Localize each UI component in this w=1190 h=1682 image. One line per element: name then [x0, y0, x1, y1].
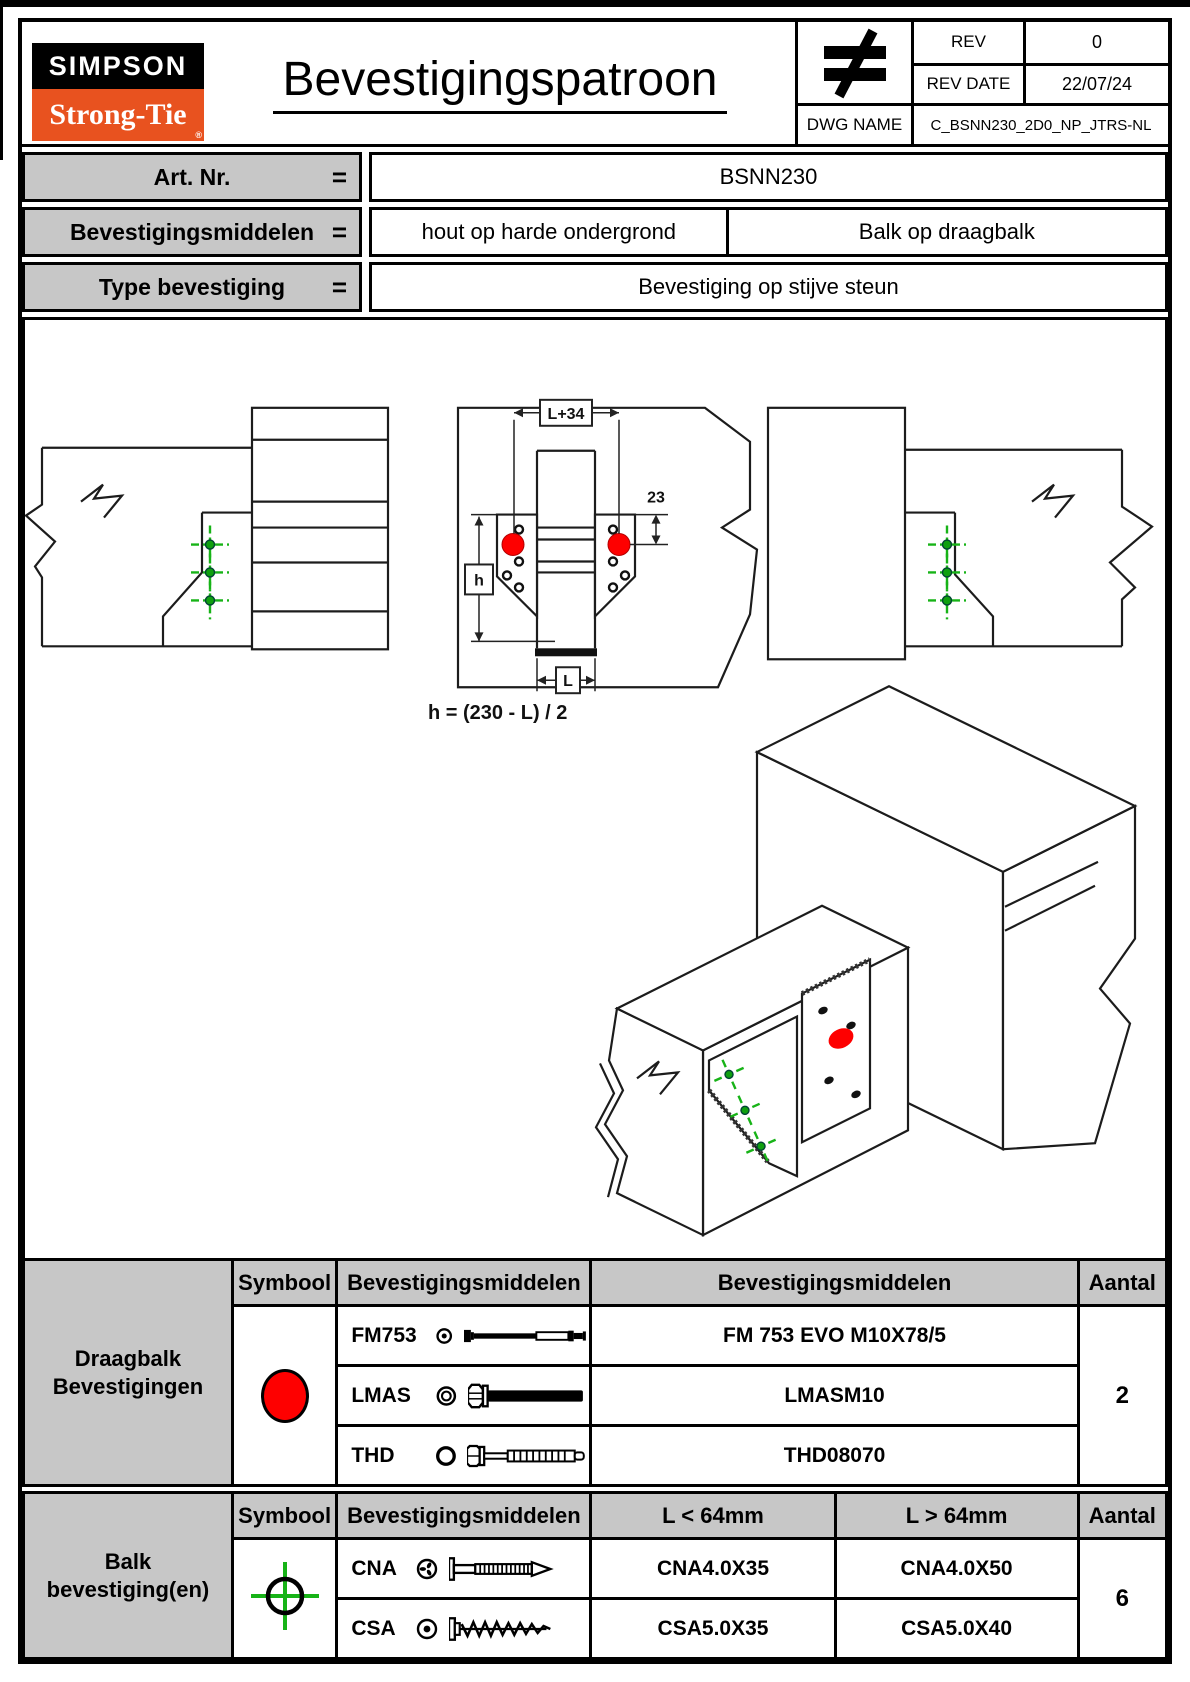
rev-date-value: 22/07/24: [1023, 63, 1168, 104]
svg-text:h: h: [474, 572, 484, 590]
col-symbool: Symbool: [232, 1260, 336, 1306]
fastener-name: LMASM10: [591, 1366, 1078, 1426]
symbool-cell-draagbalk: [232, 1306, 336, 1486]
col-aantal: Aantal: [1078, 1493, 1166, 1539]
lmas-anchor-icon: [468, 1381, 589, 1411]
fastener-name: THD08070: [591, 1426, 1078, 1486]
rev-date-label: REV DATE: [911, 63, 1023, 104]
fm753-head-icon: [434, 1323, 454, 1349]
middelen-value-1: hout op harde ondergrond: [421, 219, 677, 244]
fastener-size-lt: CNA4.0X35: [591, 1539, 835, 1599]
rev-label: REV: [911, 22, 1023, 63]
anchor-dot-red: [502, 534, 524, 556]
equals-sign: =: [331, 161, 347, 192]
fastener-row: [337, 1306, 591, 1366]
drawing-panel: [22, 317, 1168, 1258]
col-symbool: Symbool: [232, 1493, 336, 1539]
info-row-type: [22, 262, 1168, 312]
fastener-size-gt: CNA4.0X50: [835, 1539, 1078, 1599]
type-value: Bevestiging op stijve steun: [638, 274, 899, 299]
equals-sign: =: [331, 271, 347, 302]
type-label: Type bevestiging =: [22, 262, 362, 312]
screen-left-edge: [0, 0, 3, 160]
thd-head-icon: [434, 1443, 458, 1469]
artnr-label: Art. Nr. =: [22, 152, 362, 202]
svg-text:23: 23: [647, 489, 665, 507]
height-formula: h = (230 - L) / 2: [428, 702, 568, 725]
fastener-row: [337, 1366, 591, 1426]
group-label-balk: Balk bevestiging(en): [24, 1493, 233, 1659]
aantal-balk: 6: [1078, 1539, 1166, 1659]
svg-text:L+34: L+34: [547, 405, 585, 423]
artnr-value: BSNN230: [719, 164, 818, 189]
fastener-name: FM 753 EVO M10X78/5: [591, 1306, 1078, 1366]
thd-screwbolt-icon: [467, 1441, 589, 1471]
registered-mark: ®: [195, 130, 202, 140]
rev-value: 0: [1023, 22, 1168, 63]
fastener-row: [337, 1599, 591, 1659]
symbool-cell-balk: [232, 1539, 336, 1659]
fastener-code: LMAS: [351, 1383, 411, 1407]
aantal-draagbalk: 2: [1078, 1306, 1166, 1486]
col-middelen-icons: Bevestigingsmiddelen: [337, 1260, 591, 1306]
not-equal-projection-icon: [798, 22, 911, 103]
fastener-code: FM753: [351, 1323, 417, 1347]
fastener-code: CNA: [351, 1556, 397, 1580]
draagbalk-fasteners-table: [22, 1258, 1168, 1487]
front-view: [428, 400, 757, 724]
fastener-size-lt: CSA5.0X35: [591, 1599, 835, 1659]
fastener-row: [337, 1426, 591, 1486]
dwg-name-label: DWG NAME: [798, 103, 911, 144]
col-l-gt-64: L > 64mm: [835, 1493, 1078, 1539]
logo-strongtie-text: Strong-Tie: [49, 98, 187, 131]
svg-text:L: L: [563, 673, 573, 691]
csa-screw-icon: [449, 1614, 564, 1644]
info-row-artnr: [22, 152, 1168, 202]
middelen-value-2: Balk op draagbalk: [726, 210, 1165, 254]
dwg-name-value: C_BSNN230_2D0_NP_JTRS-NL: [911, 103, 1168, 144]
fastener-size-gt: CSA5.0X40: [835, 1599, 1078, 1659]
sheet-frame: [18, 18, 1172, 1664]
red-anchor-dot-icon: [261, 1369, 309, 1423]
logo-strongtie: [32, 89, 204, 141]
fastener-row: [337, 1539, 591, 1599]
nail-crosshair: [928, 581, 966, 619]
fastener-code: CSA: [351, 1616, 396, 1640]
left-side-view: [26, 408, 388, 649]
green-crosshair-icon: [248, 1559, 322, 1633]
logo-simpson: SIMPSON: [32, 43, 204, 89]
page-title: Bevestigingspatroon: [212, 22, 788, 144]
cna-nail-icon: [449, 1554, 564, 1584]
simpson-strongtie-logo: [32, 43, 204, 141]
balk-fasteners-table: [22, 1491, 1168, 1660]
screen-top-edge: [0, 0, 1190, 7]
col-l-lt-64: L < 64mm: [591, 1493, 835, 1539]
csa-head-icon: [414, 1616, 440, 1642]
col-middelen: Bevestigingsmiddelen: [337, 1493, 591, 1539]
cna-head-icon: [414, 1556, 440, 1582]
equals-sign: =: [331, 216, 347, 247]
info-row-middelen: [22, 207, 1168, 257]
title-block: [22, 22, 1168, 147]
technical-drawing: [25, 320, 1165, 1258]
right-side-view: [768, 408, 1152, 659]
col-aantal: Aantal: [1078, 1260, 1166, 1306]
fastener-code: THD: [351, 1443, 395, 1467]
lmas-head-icon: [434, 1383, 459, 1409]
nail-crosshair: [191, 581, 229, 619]
group-label-draagbalk: Draagbalk Bevestigingen: [24, 1260, 233, 1486]
revision-block: [795, 22, 1168, 144]
anchor-dot-red: [608, 534, 630, 556]
isometric-view: [596, 686, 1135, 1235]
fm753-bolt-icon: [464, 1321, 590, 1351]
col-middelen-names: Bevestigingsmiddelen: [591, 1260, 1078, 1306]
middelen-label: Bevestigingsmiddelen =: [22, 207, 362, 257]
